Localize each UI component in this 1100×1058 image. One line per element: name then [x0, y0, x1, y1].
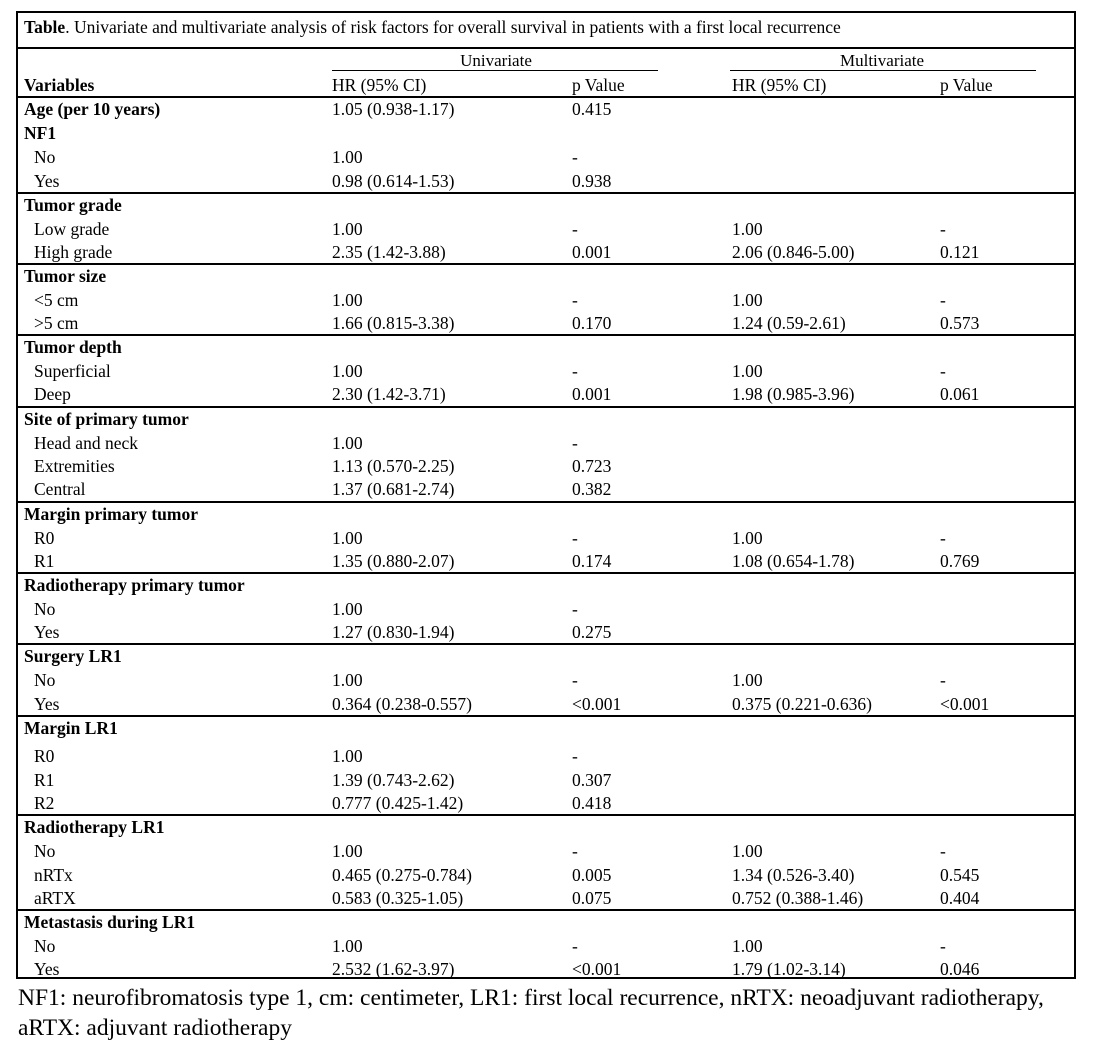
- hr-multivariate-cell: 1.00: [732, 290, 763, 310]
- p-multivariate-cell: -: [940, 361, 946, 381]
- row-separator: [18, 909, 1074, 911]
- p-multivariate-cell: <0.001: [940, 694, 990, 714]
- p-univariate-cell: -: [572, 746, 578, 766]
- table-title-label: Table: [24, 17, 66, 37]
- row-label: No: [34, 670, 56, 690]
- row-label: Deep: [34, 384, 71, 404]
- hr-univariate-cell: 1.00: [332, 599, 363, 619]
- multivariate-underline: [730, 70, 1036, 71]
- p-univariate-cell: 0.005: [572, 865, 612, 885]
- hr-multivariate-cell: 1.98 (0.985-3.96): [732, 384, 855, 404]
- p-univariate-cell: 0.415: [572, 99, 612, 119]
- p-multivariate-cell: 0.769: [940, 551, 980, 571]
- p-univariate-cell: 0.418: [572, 793, 612, 813]
- p-univariate-cell: -: [572, 936, 578, 956]
- col-header-hr-univariate: HR (95% CI): [332, 75, 427, 95]
- p-multivariate-cell: -: [940, 841, 946, 861]
- row-separator: [18, 263, 1074, 265]
- p-multivariate-cell: -: [940, 936, 946, 956]
- results-table: [16, 11, 1076, 979]
- col-header-p-multivariate: p Value: [940, 75, 993, 95]
- row-label: R1: [34, 551, 55, 571]
- row-label: aRTX: [34, 888, 76, 908]
- group-header-univariate: Univariate: [460, 51, 532, 70]
- row-label: R0: [34, 528, 55, 548]
- hr-multivariate-cell: 1.79 (1.02-3.14): [732, 959, 846, 979]
- p-multivariate-cell: 0.573: [940, 313, 980, 333]
- p-univariate-cell: 0.001: [572, 384, 612, 404]
- row-separator: [18, 96, 1074, 98]
- p-univariate-cell: <0.001: [572, 694, 622, 714]
- group-label: NF1: [24, 123, 57, 143]
- hr-univariate-cell: 1.00: [332, 219, 363, 239]
- p-univariate-cell: 0.307: [572, 770, 612, 790]
- p-univariate-cell: -: [572, 147, 578, 167]
- hr-multivariate-cell: 1.00: [732, 528, 763, 548]
- p-univariate-cell: -: [572, 219, 578, 239]
- hr-univariate-cell: 1.00: [332, 433, 363, 453]
- p-univariate-cell: 0.170: [572, 313, 612, 333]
- row-label: Yes: [34, 694, 60, 714]
- p-multivariate-cell: -: [940, 290, 946, 310]
- row-label: R1: [34, 770, 55, 790]
- p-univariate-cell: -: [572, 670, 578, 690]
- hr-multivariate-cell: 0.752 (0.388-1.46): [732, 888, 864, 908]
- p-univariate-cell: 0.275: [572, 622, 612, 642]
- col-header-p-univariate: p Value: [572, 75, 625, 95]
- hr-multivariate-cell: 1.00: [732, 361, 763, 381]
- row-label: Low grade: [34, 219, 110, 239]
- univariate-underline: [332, 70, 658, 71]
- hr-multivariate-cell: 1.00: [732, 936, 763, 956]
- hr-multivariate-cell: 0.375 (0.221-0.636): [732, 694, 872, 714]
- row-separator: [18, 814, 1074, 816]
- row-label: Head and neck: [34, 433, 138, 453]
- row-label: Yes: [34, 171, 60, 191]
- row-label: R2: [34, 793, 55, 813]
- p-univariate-cell: 0.938: [572, 171, 612, 191]
- hr-multivariate-cell: 1.00: [732, 670, 763, 690]
- hr-univariate-cell: 0.98 (0.614-1.53): [332, 171, 455, 191]
- p-univariate-cell: -: [572, 433, 578, 453]
- hr-univariate-cell: 1.00: [332, 147, 363, 167]
- group-label: Age (per 10 years): [24, 99, 161, 119]
- row-label: No: [34, 599, 56, 619]
- hr-multivariate-cell: 1.08 (0.654-1.78): [732, 551, 855, 571]
- hr-multivariate-cell: 1.24 (0.59-2.61): [732, 313, 846, 333]
- p-univariate-cell: -: [572, 361, 578, 381]
- hr-univariate-cell: 1.35 (0.880-2.07): [332, 551, 455, 571]
- row-separator: [18, 192, 1074, 194]
- p-univariate-cell: 0.723: [572, 456, 612, 476]
- group-header-multivariate: Multivariate: [839, 51, 925, 70]
- row-label: >5 cm: [34, 313, 79, 333]
- group-label: Tumor depth: [24, 337, 122, 357]
- hr-univariate-cell: 1.27 (0.830-1.94): [332, 622, 455, 642]
- hr-univariate-cell: 1.00: [332, 528, 363, 548]
- hr-univariate-cell: 1.39 (0.743-2.62): [332, 770, 455, 790]
- hr-univariate-cell: 1.00: [332, 290, 363, 310]
- hr-multivariate-cell: 2.06 (0.846-5.00): [732, 242, 855, 262]
- row-label: <5 cm: [34, 290, 79, 310]
- row-separator: [18, 334, 1074, 336]
- group-label: Tumor grade: [24, 195, 122, 215]
- p-multivariate-cell: 0.545: [940, 865, 980, 885]
- col-header-hr-multivariate: HR (95% CI): [732, 75, 827, 95]
- table-title: [18, 13, 1074, 49]
- hr-univariate-cell: 0.465 (0.275-0.784): [332, 865, 472, 885]
- hr-multivariate-cell: 1.00: [732, 219, 763, 239]
- hr-univariate-cell: 2.532 (1.62-3.97): [332, 959, 455, 979]
- hr-univariate-cell: 1.13 (0.570-2.25): [332, 456, 455, 476]
- p-multivariate-cell: -: [940, 219, 946, 239]
- hr-univariate-cell: 1.37 (0.681-2.74): [332, 479, 455, 499]
- hr-multivariate-cell: 1.34 (0.526-3.40): [732, 865, 855, 885]
- table-footnote: NF1: neurofibromatosis type 1, cm: centimeter, LR1: first local recurrence, nRTX: neoadjuvant radiotherapy, aRTX: adjuvant radiotherapy: [18, 985, 1044, 1041]
- p-multivariate-cell: -: [940, 670, 946, 690]
- p-univariate-cell: -: [572, 841, 578, 861]
- p-univariate-cell: 0.001: [572, 242, 612, 262]
- hr-univariate-cell: 0.364 (0.238-0.557): [332, 694, 472, 714]
- row-separator: [18, 406, 1074, 408]
- p-univariate-cell: <0.001: [572, 959, 622, 979]
- row-label: No: [34, 841, 56, 861]
- group-label: Radiotherapy primary tumor: [24, 575, 245, 595]
- col-header-variables: Variables: [24, 75, 95, 95]
- p-univariate-cell: -: [572, 599, 578, 619]
- group-label: Radiotherapy LR1: [24, 817, 165, 837]
- row-label: nRTx: [34, 865, 73, 885]
- row-separator: [18, 715, 1074, 717]
- hr-univariate-cell: 0.777 (0.425-1.42): [332, 793, 464, 813]
- p-multivariate-cell: -: [940, 528, 946, 548]
- hr-univariate-cell: 0.583 (0.325-1.05): [332, 888, 464, 908]
- row-label: No: [34, 147, 56, 167]
- hr-univariate-cell: 1.00: [332, 841, 363, 861]
- p-univariate-cell: -: [572, 528, 578, 548]
- row-label: High grade: [34, 242, 113, 262]
- hr-univariate-cell: 1.05 (0.938-1.17): [332, 99, 455, 119]
- hr-univariate-cell: 2.35 (1.42-3.88): [332, 242, 446, 262]
- group-label: Margin primary tumor: [24, 504, 198, 524]
- hr-univariate-cell: 1.00: [332, 361, 363, 381]
- hr-univariate-cell: 1.66 (0.815-3.38): [332, 313, 455, 333]
- group-label: Site of primary tumor: [24, 409, 189, 429]
- row-separator: [18, 643, 1074, 645]
- row-label: Central: [34, 479, 86, 499]
- row-label: R0: [34, 746, 55, 766]
- row-label: Yes: [34, 622, 60, 642]
- row-label: No: [34, 936, 56, 956]
- group-label: Margin LR1: [24, 718, 118, 738]
- p-multivariate-cell: 0.061: [940, 384, 980, 404]
- p-multivariate-cell: 0.404: [940, 888, 980, 908]
- row-label: Extremities: [34, 456, 115, 476]
- group-label: Surgery LR1: [24, 646, 122, 666]
- row-separator: [18, 501, 1074, 503]
- row-separator: [18, 572, 1074, 574]
- p-univariate-cell: -: [572, 290, 578, 310]
- group-label: Metastasis during LR1: [24, 912, 196, 932]
- hr-univariate-cell: 2.30 (1.42-3.71): [332, 384, 446, 404]
- p-univariate-cell: 0.075: [572, 888, 612, 908]
- p-univariate-cell: 0.174: [572, 551, 612, 571]
- row-label: Superficial: [34, 361, 111, 381]
- hr-univariate-cell: 1.00: [332, 746, 363, 766]
- row-label: Yes: [34, 959, 60, 979]
- p-multivariate-cell: 0.046: [940, 959, 980, 979]
- p-multivariate-cell: 0.121: [940, 242, 980, 262]
- table-title-text: . Univariate and multivariate analysis of risk factors for overall survival in patients with a first local recurrence: [65, 17, 841, 37]
- p-univariate-cell: 0.382: [572, 479, 612, 499]
- hr-univariate-cell: 1.00: [332, 670, 363, 690]
- hr-multivariate-cell: 1.00: [732, 841, 763, 861]
- hr-univariate-cell: 1.00: [332, 936, 363, 956]
- group-label: Tumor size: [24, 266, 107, 286]
